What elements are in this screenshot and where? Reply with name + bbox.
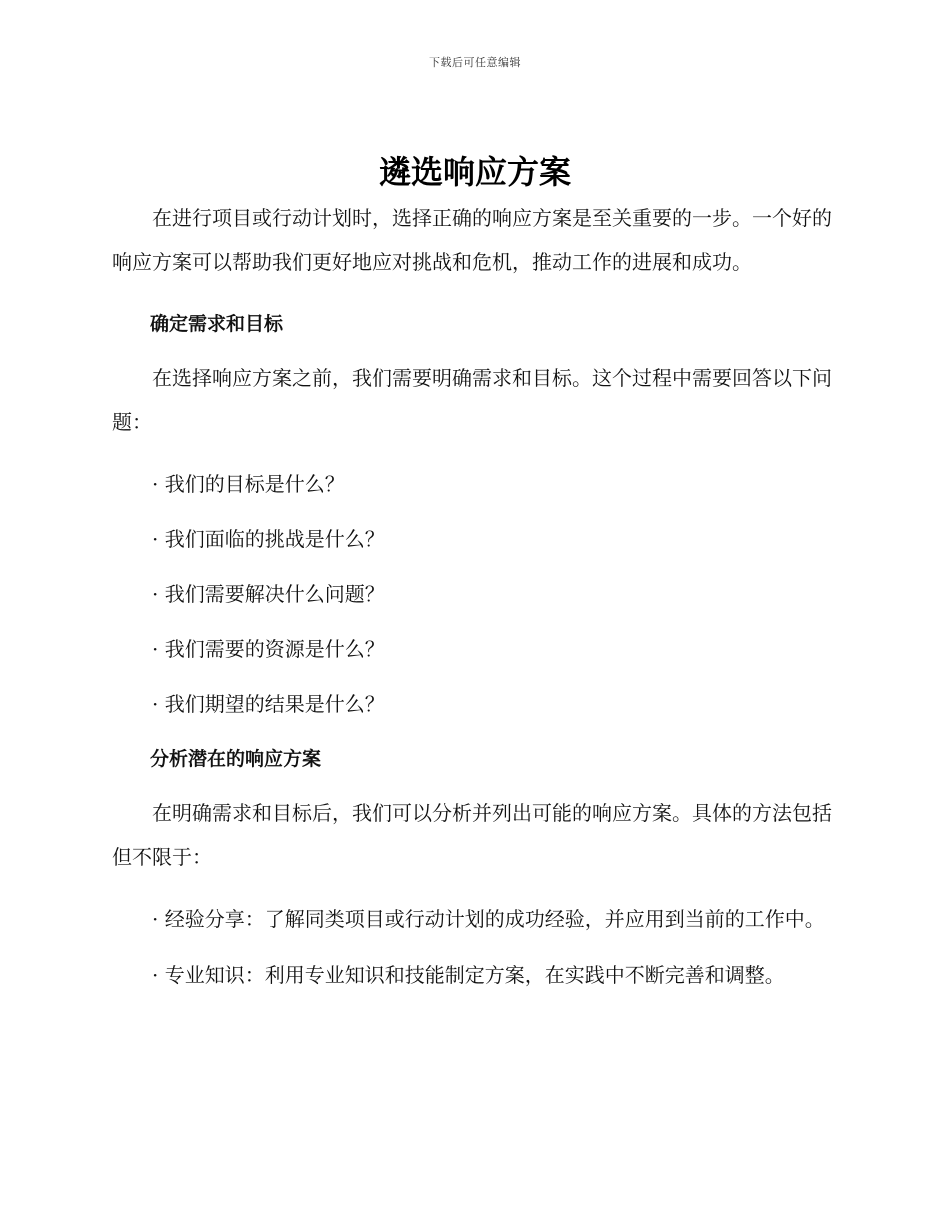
section-paragraph-analyze-options: 在明确需求和目标后，我们可以分析并列出可能的响应方案。具体的方法包括但不限于： (112, 801, 832, 869)
header-note: 下载后可任意编辑 (429, 56, 521, 69)
list-item: · 我们面临的挑战是什么？ (152, 527, 385, 551)
section-heading-analyze-options: 分析潜在的响应方案 (150, 748, 322, 770)
list-item: · 我们的目标是什么？ (152, 472, 345, 496)
document-title: 遴选响应方案 (378, 153, 571, 191)
list-item: · 我们需要的资源是什么？ (152, 637, 385, 661)
list-item: · 经验分享：了解同类项目或行动计划的成功经验，并应用到当前的工作中。 (152, 907, 825, 931)
document-body (112, 196, 832, 1009)
section-heading-needs-goals: 确定需求和目标 (150, 313, 284, 335)
section-paragraph-needs-goals: 在选择响应方案之前，我们需要明确需求和目标。这个过程中需要回答以下问题： (112, 366, 832, 434)
list-item: · 我们期望的结果是什么？ (152, 692, 385, 716)
list-item: · 我们需要解决什么问题？ (152, 582, 385, 606)
list-item: · 专业知识：利用专业知识和技能制定方案，在实践中不断完善和调整。 (152, 963, 785, 987)
intro-paragraph: 在进行项目或行动计划时，选择正确的响应方案是至关重要的一步。一个好的响应方案可以帮助我们更好地应对挑战和危机，推动工作的进展和成功。 (112, 206, 832, 274)
